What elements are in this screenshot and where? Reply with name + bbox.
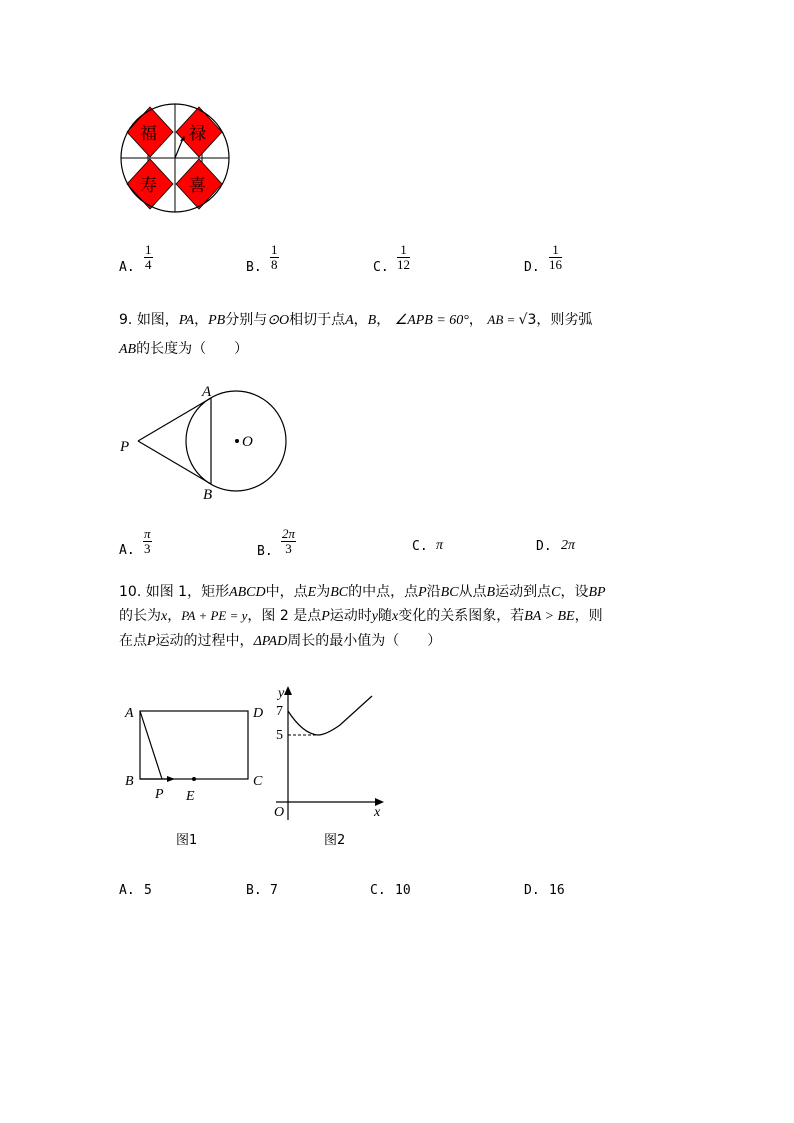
q10-option-b-label: B. <box>246 883 262 898</box>
q8-option-a-label: A. <box>119 260 135 275</box>
q10-option-b-value: 7 <box>270 883 278 898</box>
q9-option-c-label: C. <box>412 539 428 554</box>
q9-option-b-value: $\frac{2\pi}{3}$ <box>282 526 296 556</box>
q10-label-e: E <box>186 789 195 804</box>
q9-option-d-label: D. <box>536 539 552 554</box>
q9-option-c-value: π <box>436 538 444 553</box>
q8-option-a-value: $\frac{1}{4}$ <box>145 242 152 272</box>
q9-label-o: O <box>242 434 253 450</box>
spinner-char-xi: 喜 <box>189 176 206 195</box>
q10-segment-ap <box>140 711 162 779</box>
q10-point-e <box>192 777 196 781</box>
q10-graph-label-7: 7 <box>276 704 283 719</box>
q8-option-d-value: $\frac{1}{16}$ <box>549 242 562 272</box>
q10-graph-label-5: 5 <box>276 728 283 743</box>
spinner-figure <box>118 102 232 214</box>
q10-label-d: D <box>253 706 264 721</box>
q8-option-b-value: $\frac{1}{8}$ <box>271 242 278 272</box>
q9-option-a-label: A. <box>119 543 135 558</box>
q8-option-b-label: B. <box>246 260 262 275</box>
q9-center-dot <box>235 439 239 443</box>
spinner-char-lu: 禄 <box>189 124 206 143</box>
q10-label-b: B <box>125 774 134 789</box>
q9-question-line1: 9. 如图，PA，PB分别与⊙O相切于点A，B， ∠APB = 60°， AB = √3，则劣弧 <box>119 312 593 328</box>
q10-label-p: P <box>155 787 164 802</box>
q9-tangent-pa <box>138 398 211 441</box>
q10-graph-label-x: x <box>374 805 381 820</box>
q9-option-d-value: 2π <box>561 538 576 553</box>
q10-graph-curve <box>288 696 372 735</box>
q9-option-a-value: $\frac{\pi}{3}$ <box>144 526 151 556</box>
q10-question-line2: 的长为x，PA + PE = y，图 2 是点P运动时y随x变化的关系图象，若BA > BE，则 <box>119 608 603 624</box>
q8-option-d-label: D. <box>524 260 540 275</box>
q9-option-b-label: B. <box>257 544 273 559</box>
q10-graph-label-y: y <box>278 686 285 701</box>
q10-option-d-value: 16 <box>549 883 565 898</box>
q10-figure1-rectangle <box>118 698 274 808</box>
q8-option-c-label: C. <box>373 260 389 275</box>
q10-option-c-label: C. <box>370 883 386 898</box>
q9-tangent-figure <box>114 378 294 508</box>
q8-option-c-value: $\frac{1}{12}$ <box>397 242 410 272</box>
q10-option-c-value: 10 <box>395 883 411 898</box>
q9-tangent-pb <box>138 441 211 484</box>
q10-question-line3: 在点P运动的过程中，ΔPAD周长的最小值为（ ） <box>119 633 442 649</box>
q10-option-d-label: D. <box>524 883 540 898</box>
q10-figure2-caption: 图2 <box>324 833 346 848</box>
q9-question-line2: AB的长度为（ ） <box>119 341 249 357</box>
q10-rect-abcd <box>140 711 248 779</box>
spinner-char-shou: 寿 <box>140 176 157 195</box>
q10-figure2-graph <box>268 684 392 824</box>
q10-graph-label-o: O <box>274 805 285 820</box>
q9-label-a: A <box>202 384 212 400</box>
q10-label-c: C <box>253 774 263 789</box>
q10-option-a-label: A. <box>119 883 135 898</box>
q10-label-a: A <box>125 706 134 721</box>
spinner-char-fu: 福 <box>140 124 157 143</box>
q10-option-a-value: 5 <box>144 883 152 898</box>
q10-question-line1: 10. 如图 1，矩形ABCD中，点E为BC的中点，点P沿BC从点B运动到点C，设BP <box>119 584 606 600</box>
q9-label-b: B <box>203 487 213 503</box>
q10-figure1-caption: 图1 <box>176 833 198 848</box>
q9-label-p: P <box>120 439 130 455</box>
